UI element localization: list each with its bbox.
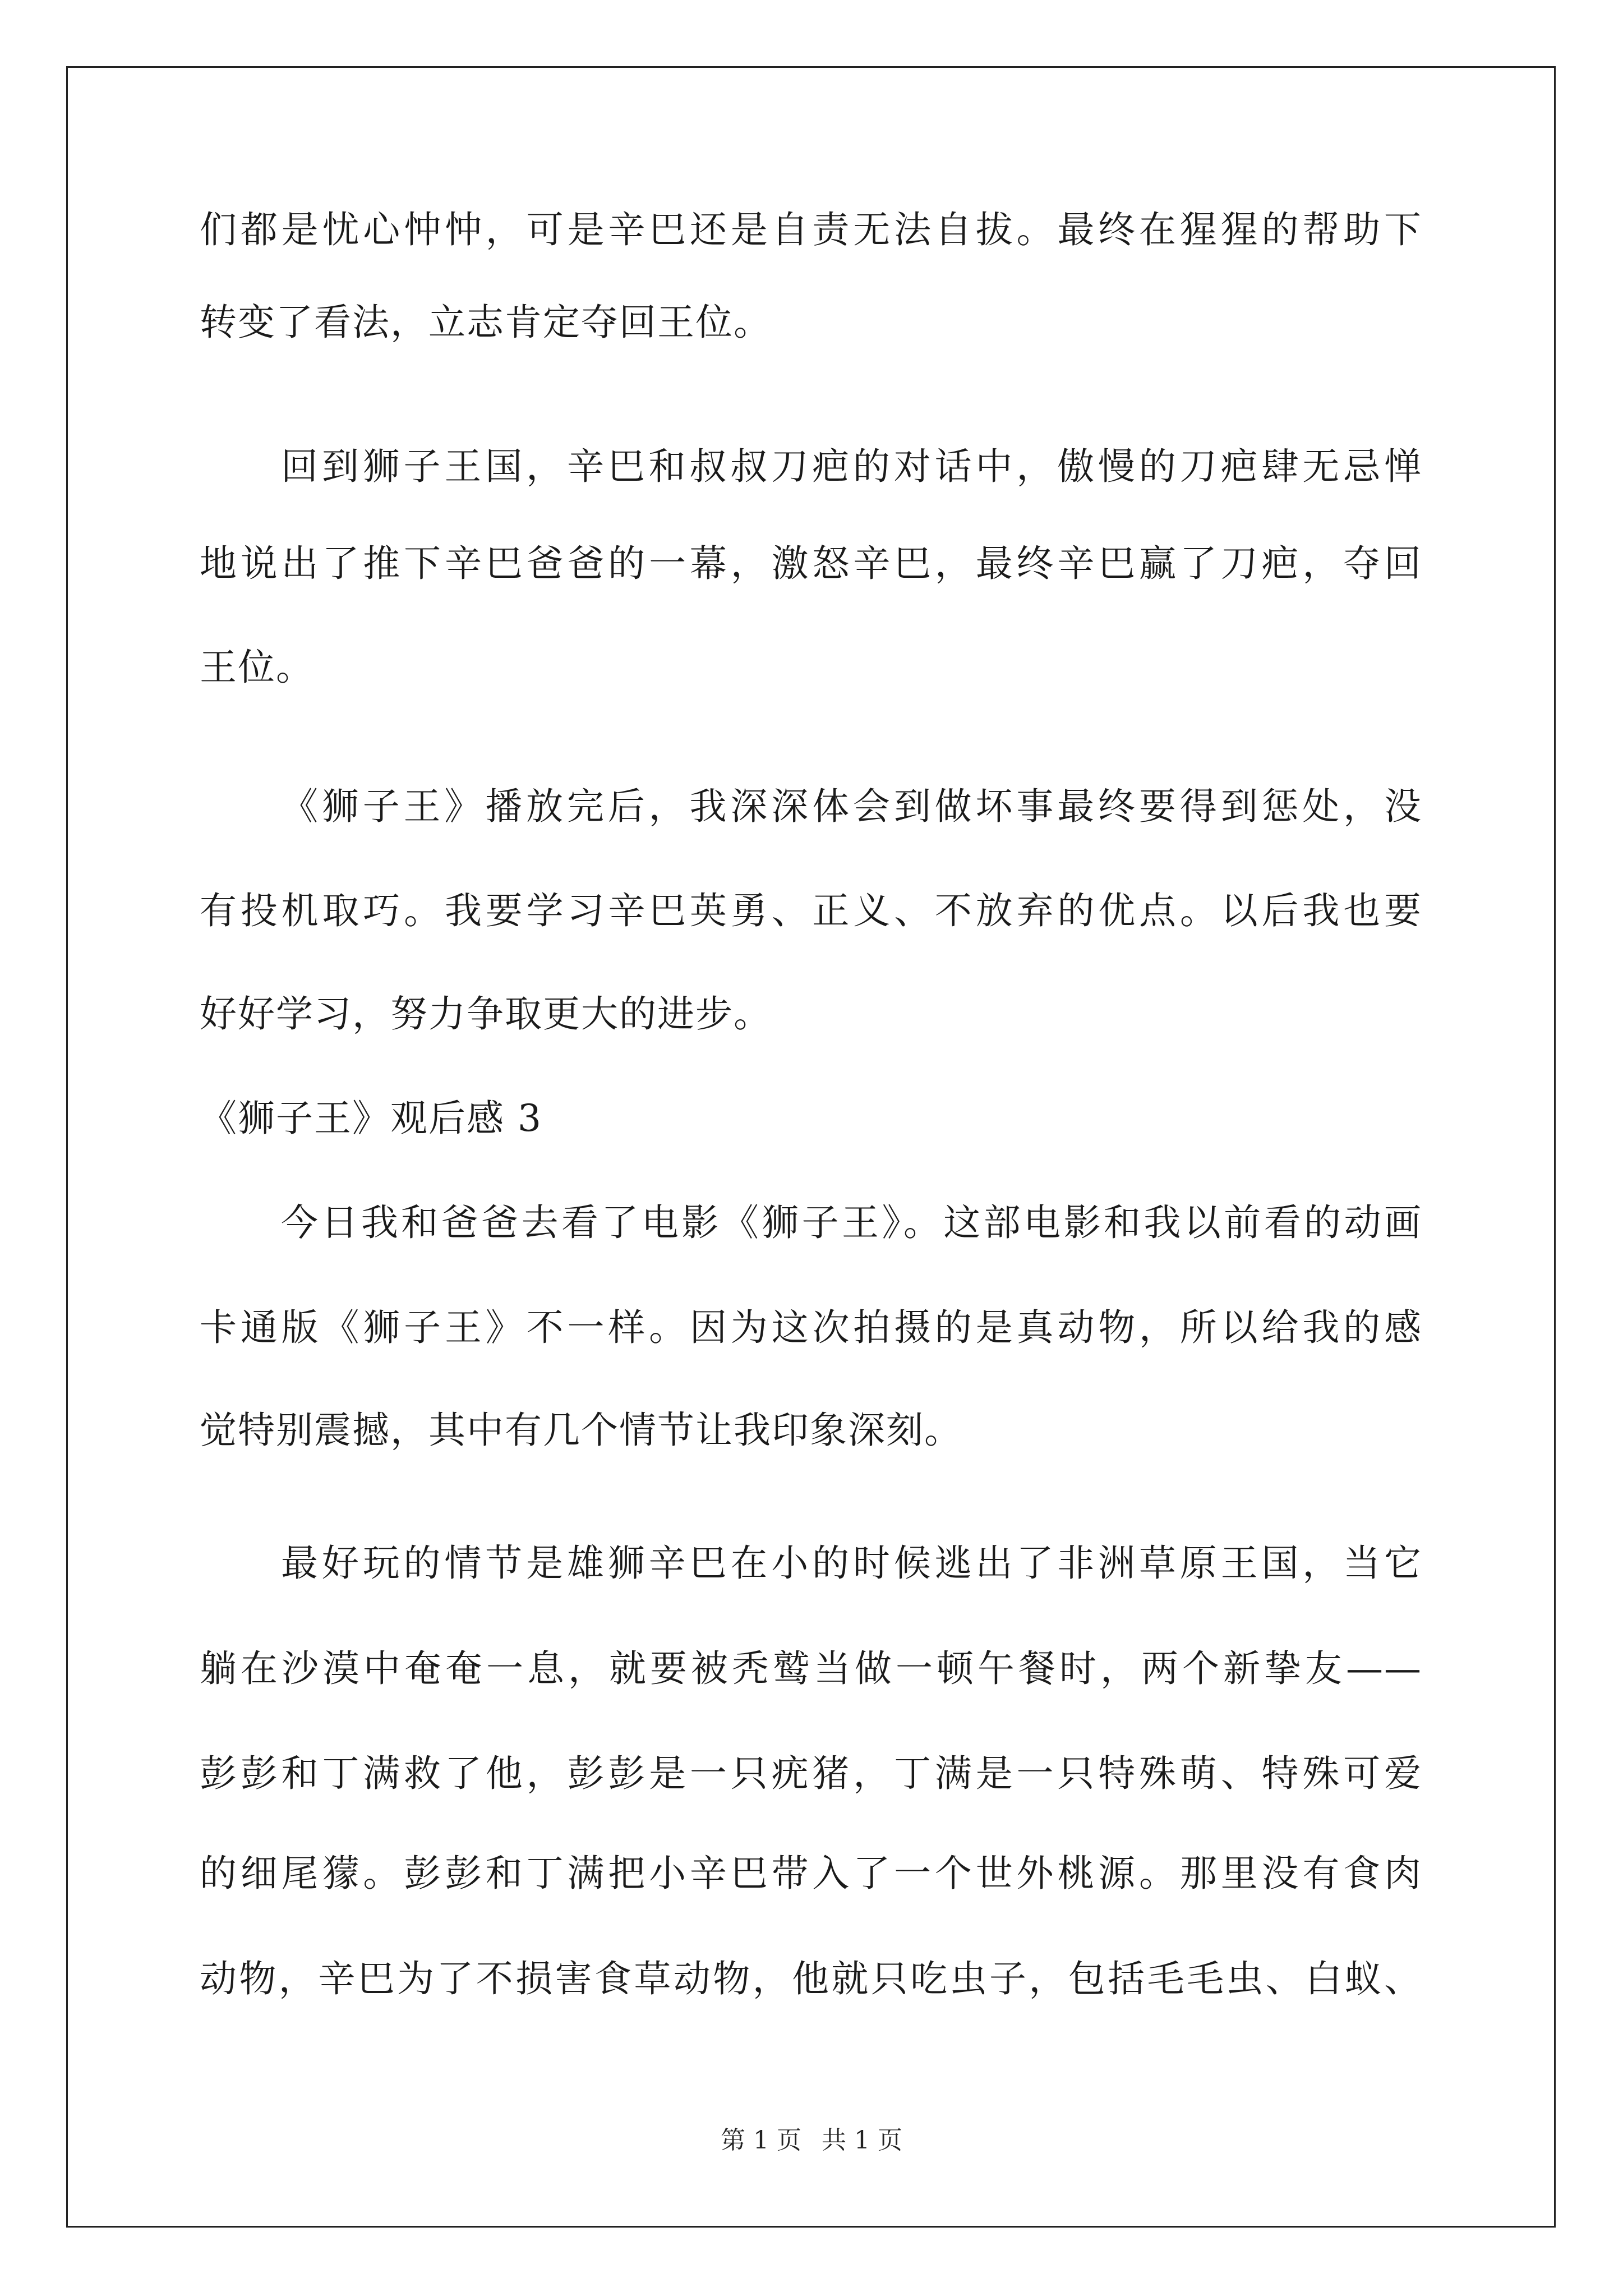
text-line: 今日我和爸爸去看了电影《狮子王》。这部电影和我以前看的动画 [281,1201,1422,1244]
text-line: 最好玩的情节是雄狮辛巴在小的时候逃出了非洲草原王国，当它 [281,1542,1422,1585]
text-line: 动物，辛巴为了不损害食草动物，他就只吃虫子，包括毛毛虫、白蚁、 [200,1957,1422,2000]
text-line: 转变了看法，立志肯定夺回王位。 [200,301,772,344]
text-line: 回到狮子王国，辛巴和叔叔刀疤的对话中，傲慢的刀疤肆无忌惮 [281,445,1422,488]
text-line: 躺在沙漠中奄奄一息，就要被秃鹫当做一顿午餐时，两个新挚友—— [200,1647,1422,1690]
page-number-total: 共 1 页 [822,2126,902,2155]
text-line: 的细尾獴。彭彭和丁满把小辛巴带入了一个世外桃源。那里没有食肉 [200,1852,1422,1895]
text-line: 王位。 [200,646,314,689]
page-footer [0,2125,1623,2156]
text-line: 们都是忧心忡忡，可是辛巴还是自责无法自拔。最终在猩猩的帮助下 [200,208,1422,251]
text-line: 《狮子王》播放完后，我深深体会到做坏事最终要得到惩处，没 [281,785,1422,828]
page-number-current: 第 1 页 [721,2126,801,2155]
text-line: 有投机取巧。我要学习辛巴英勇、正义、不放弃的优点。以后我也要 [200,889,1422,932]
text-line: 卡通版《狮子王》不一样。因为这次拍摄的是真动物，所以给我的感 [200,1306,1422,1349]
text-line: 彭彭和丁满救了他，彭彭是一只疣猪，丁满是一只特殊萌、特殊可爱 [200,1752,1422,1795]
page-border [66,66,1556,2228]
section-heading: 《狮子王》观后感 3 [200,1097,542,1140]
text-line: 地说出了推下辛巴爸爸的一幕，激怒辛巴，最终辛巴赢了刀疤，夺回 [200,542,1422,585]
text-line: 觉特别震撼，其中有几个情节让我印象深刻。 [200,1409,962,1452]
text-line: 好好学习，努力争取更大的进步。 [200,992,772,1036]
